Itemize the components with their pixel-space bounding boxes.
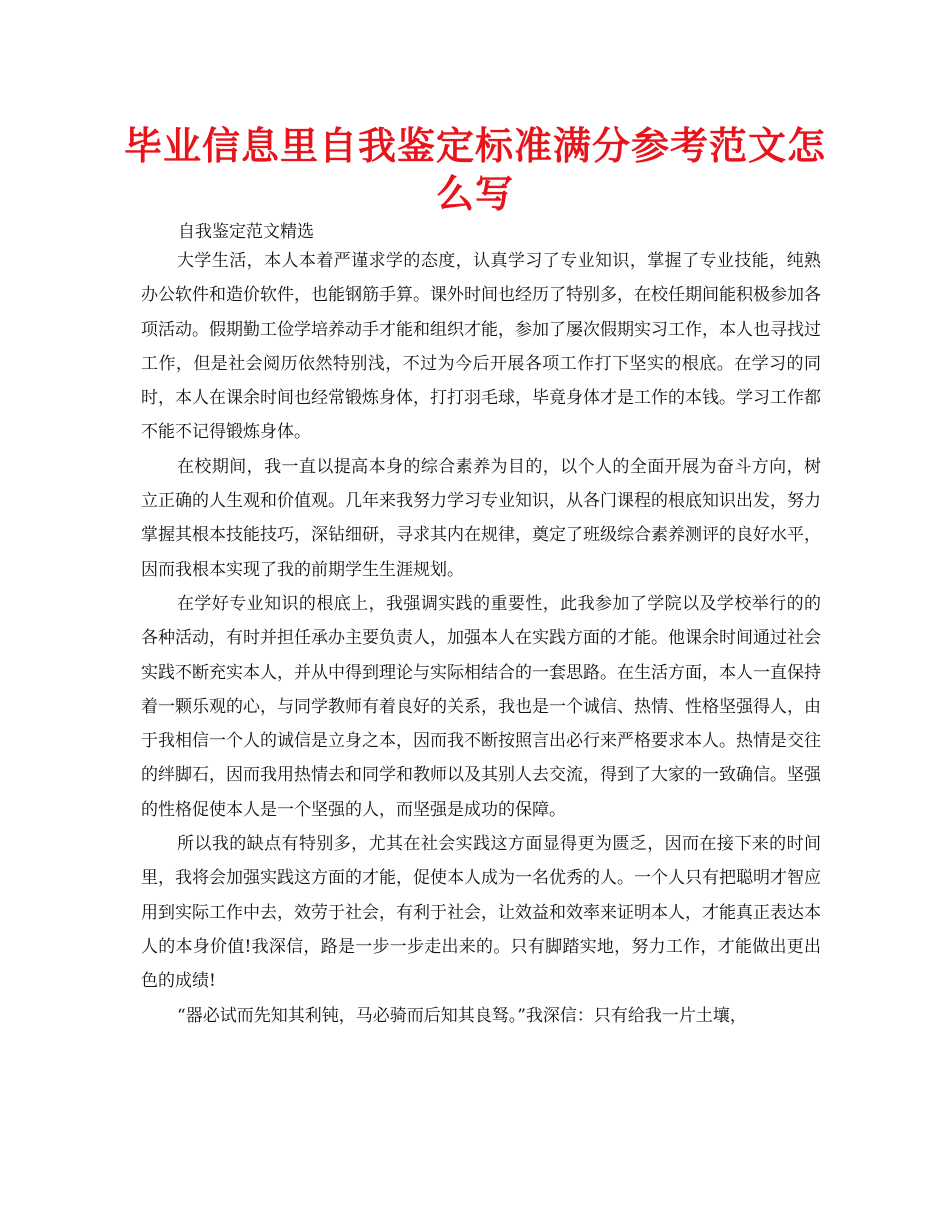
paragraph: 在学好专业知识的根底上，我强调实践的重要性，此我参加了学院以及学校举行的的各种活动，有时并担任承办主要负责人，加强本人在实践方面的才能。他课余时间通过社会实践不断充实本人，并从中得到理论与实际相结合的一套思路。在生活方面，本人一直保持着一颗乐观的心，与同学教师有着良好的关系，我也是一个诚信、热情、性格坚强得人，由于我相信一个人的诚信是立身之本，因而我不断按照言出必行来严格要求本人。热情是交往的绊脚石，因而我用热情去和同学和教师以及其别人去交流，得到了大家的一致确信。坚强的性格促使本人是一个坚强的人，而坚强是成功的保障。	[141, 593, 821, 820]
paragraph: 所以我的缺点有特别多，尤其在社会实践这方面显得更为匮乏，因而在接下来的时间里，我将会加强实践这方面的才能，促使本人成为一名优秀的人。一个人只有把聪明才智应用到实际工作中去，效劳于社会，有利于社会，让效益和效率来证明本人，才能真正表达本人的本身价值!我深信，路是一步一步走出来的。只有脚踏实地，努力工作，才能做出更出色的成绩!	[141, 834, 821, 992]
paragraph: “器必试而先知其利钝，马必骑而后知其良驽。”我深信：只有给我一片土壤，	[177, 1005, 747, 1026]
document-title: 毕业信息里自我鉴定标准满分参考范文怎么写	[123, 124, 826, 216]
paragraph: 在校期间，我一直以提高本身的综合素养为目的，以个人的全面开展为奋斗方向，树立正确的人生观和价值观。几年来我努力学习专业知识，从各门课程的根底知识出发，努力掌握其根本技能技巧，深钻细研，寻求其内在规律，奠定了班级综合素养测评的良好水平，因而我根本实现了我的前期学生生涯规划。	[141, 456, 821, 580]
document-subtitle: 自我鉴定范文精选	[178, 222, 314, 242]
document-body	[141, 244, 821, 1033]
paragraph: 大学生活，本人本着严谨求学的态度，认真学习了专业知识，掌握了专业技能，纯熟办公软件和造价软件，也能钢筋手算。课外时间也经历了特别多，在校任期间能积极参加各项活动。假期勤工俭学培养动手才能和组织才能，参加了屡次假期实习工作，本人也寻找过工作，但是社会阅历依然特别浅，不过为今后开展各项工作打下坚实的根底。在学习的同时，本人在课余时间也经常锻炼身体，打打羽毛球，毕竟身体才是工作的本钱。学习工作都不能不记得锻炼身体。	[141, 251, 821, 443]
